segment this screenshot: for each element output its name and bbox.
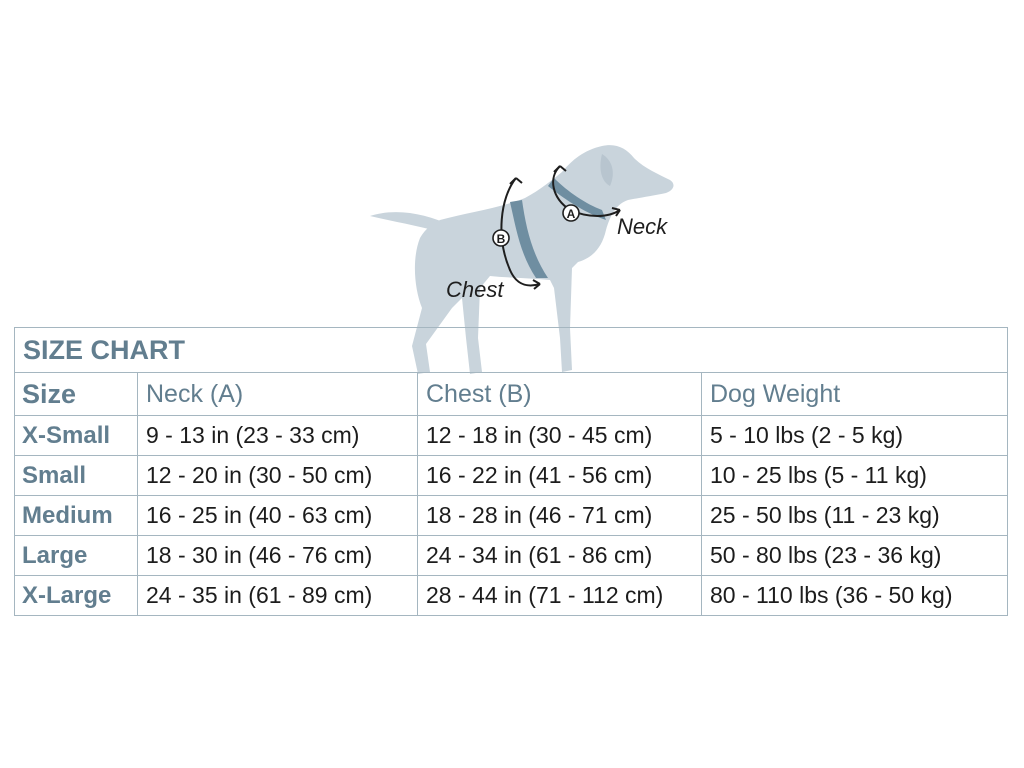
row-chest: 24 - 34 in (61 - 86 cm) [418,536,702,576]
row-neck: 18 - 30 in (46 - 76 cm) [138,536,418,576]
header-neck: Neck (A) [138,373,418,416]
row-weight: 25 - 50 lbs (11 - 23 kg) [702,496,1008,536]
size-chart-table [14,327,1008,616]
table-row [15,536,1008,576]
header-size: Size [15,373,138,416]
row-chest: 18 - 28 in (46 - 71 cm) [418,496,702,536]
row-weight: 50 - 80 lbs (23 - 36 kg) [702,536,1008,576]
row-size: Large [15,536,138,576]
row-neck: 9 - 13 in (23 - 33 cm) [138,416,418,456]
row-neck: 12 - 20 in (30 - 50 cm) [138,456,418,496]
row-size: Medium [15,496,138,536]
marker-a: A [566,207,576,221]
row-chest: 16 - 22 in (41 - 56 cm) [418,456,702,496]
table-row [15,496,1008,536]
title-row [15,328,1008,373]
table-row [15,456,1008,496]
neck-label: Neck [617,214,668,239]
row-size: X-Large [15,576,138,616]
row-weight: 10 - 25 lbs (5 - 11 kg) [702,456,1008,496]
table-row [15,416,1008,456]
chart-title: SIZE CHART [15,328,1008,373]
header-weight: Dog Weight [702,373,1008,416]
row-weight: 80 - 110 lbs (36 - 50 kg) [702,576,1008,616]
marker-b: B [496,232,506,246]
row-chest: 12 - 18 in (30 - 45 cm) [418,416,702,456]
table-row [15,576,1008,616]
chest-label: Chest [446,277,504,302]
row-size: Small [15,456,138,496]
header-row [15,373,1008,416]
row-neck: 24 - 35 in (61 - 89 cm) [138,576,418,616]
row-weight: 5 - 10 lbs (2 - 5 kg) [702,416,1008,456]
row-chest: 28 - 44 in (71 - 112 cm) [418,576,702,616]
header-chest: Chest (B) [418,373,702,416]
row-neck: 16 - 25 in (40 - 63 cm) [138,496,418,536]
row-size: X-Small [15,416,138,456]
